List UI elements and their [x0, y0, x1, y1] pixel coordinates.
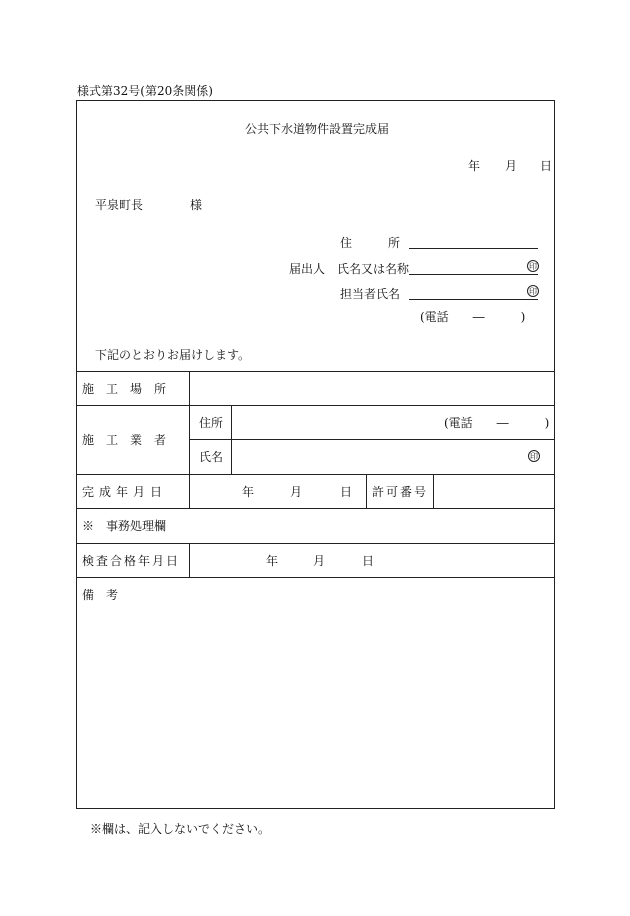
contractor-seal-icon: 印: [530, 452, 538, 461]
applicant-person-line[interactable]: [409, 299, 538, 300]
person-seal-icon: 印: [529, 287, 537, 296]
applicant-seal-icon: 印: [529, 262, 537, 271]
inspection-day: 日: [362, 554, 375, 568]
applicant-group-label: 届出人: [289, 262, 326, 276]
completion-day: 日: [340, 485, 353, 499]
permit-number-label: 許可番号: [372, 485, 429, 499]
applicant-name-line[interactable]: [409, 274, 538, 275]
contractor-phone: (電話 ― ): [444, 416, 550, 430]
applicant-address-line[interactable]: [409, 248, 538, 249]
intro-text: 下記のとおりお届けします。: [95, 348, 251, 362]
date-day: 日: [540, 159, 553, 173]
contractor-address-label: 住所: [199, 416, 224, 430]
inspection-month: 月: [313, 554, 326, 568]
row-divider: [76, 543, 555, 544]
form-number: 様式第32号(第20条関係): [77, 84, 213, 98]
construction-site-label: 施 工 場 所: [82, 382, 167, 396]
date-year: 年: [468, 159, 481, 173]
applicant-name-label: 氏名又は名称: [337, 262, 410, 276]
construction-site-field[interactable]: [190, 372, 554, 404]
row-divider: [76, 577, 555, 578]
completion-year: 年: [242, 485, 255, 499]
contractor-label: 施 工 業 者: [82, 433, 167, 447]
permit-number-field[interactable]: [434, 475, 554, 507]
remarks-label: 備 考: [82, 588, 119, 602]
completion-month: 月: [290, 485, 303, 499]
applicant-person-label: 担当者氏名: [340, 287, 401, 301]
footnote: ※欄は、記入しないでください。: [90, 822, 271, 836]
col-divider: [189, 543, 190, 577]
contractor-address-field[interactable]: [232, 406, 437, 438]
addressee-honorific: 様: [190, 198, 203, 212]
inspection-year: 年: [266, 554, 279, 568]
office-use-note: ※ 事務処理欄: [82, 519, 167, 533]
applicant-phone: (電話 ― ): [420, 310, 526, 324]
applicant-address-label: 住 所: [340, 236, 401, 250]
form-title: 公共下水道物件設置完成届: [245, 122, 390, 136]
contractor-name-field[interactable]: [232, 440, 522, 473]
row-divider: [76, 508, 555, 509]
addressee-name: 平泉町長: [95, 198, 144, 212]
remarks-field[interactable]: [77, 605, 554, 805]
date-month: 月: [505, 159, 518, 173]
completion-date-label: 完成年月日: [82, 485, 168, 499]
col-divider: [366, 474, 367, 508]
inspection-date-label: 検査合格年月日: [82, 554, 181, 568]
contractor-name-label: 氏名: [199, 450, 224, 464]
